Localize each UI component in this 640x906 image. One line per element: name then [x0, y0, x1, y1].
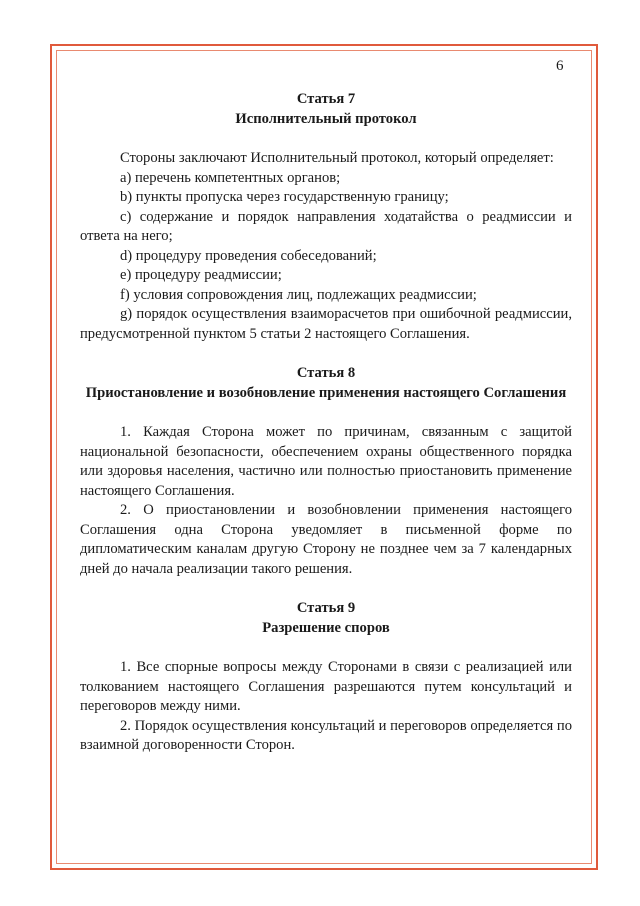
article-7-item-c: c) содержание и порядок направления ходатайства о реадмиссии и ответа на него; — [80, 208, 572, 244]
article-7-item-f: f) условия сопровождения лиц, подлежащих реадмиссии; — [120, 286, 477, 303]
article-9-heading: Статья 9 — [296, 600, 356, 616]
article-9 — [80, 599, 572, 756]
article-7-intro: Стороны заключают Исполнительный протокол, который определяет: — [120, 150, 554, 166]
article-9-paragraph-1: 1. Все спорные вопросы между Сторонами в связи с реализацией или толкованием настоящего Соглашения разрешаются путем консультаций и переговоров между ними. — [80, 659, 572, 714]
article-8 — [80, 364, 572, 579]
article-9-title: Разрешение споров — [262, 619, 390, 636]
article-7-item-b: b) пункты пропуска через государственную границу; — [120, 189, 449, 205]
article-7-heading: Статья 7 — [296, 91, 356, 107]
article-7-item-e: e) процедуру реадмиссии; — [120, 267, 282, 283]
document-body — [80, 90, 572, 756]
article-7-item-d: d) процедуру проведения собеседований; — [120, 247, 377, 264]
article-8-paragraph-2: 2. О приостановлении и возобновлении применения настоящего Соглашения одна Сторона уведомляет в письменной форме по дипломатическим каналам другую Сторону не позднее чем за 7 календарных дней до начала реализации такого решения. — [80, 502, 572, 577]
article-8-paragraph-1: 1. Каждая Сторона может по причинам, связанным с защитой национальной безопасности, обеспечением охраны общественного порядка или здоровья населения, частично или полностью приостановить применение настоящего Соглашения. — [80, 424, 572, 499]
article-7 — [80, 90, 572, 344]
article-7-title: Исполнительный протокол — [235, 110, 417, 127]
page-number: 6 — [556, 58, 564, 74]
article-7-item-g: g) порядок осуществления взаиморасчетов при ошибочной реадмиссии, предусмотренной пунктом 5 статьи 2 настоящего Соглашения. — [80, 306, 572, 342]
article-8-heading: Статья 8 — [296, 365, 356, 381]
article-8-title: Приостановление и возобновление применения настоящего Соглашения — [85, 384, 567, 401]
article-9-paragraph-2: 2. Порядок осуществления консультаций и переговоров определяется по взаимной договоренности Сторон. — [80, 717, 572, 753]
article-7-item-a: a) перечень компетентных органов; — [120, 169, 341, 186]
